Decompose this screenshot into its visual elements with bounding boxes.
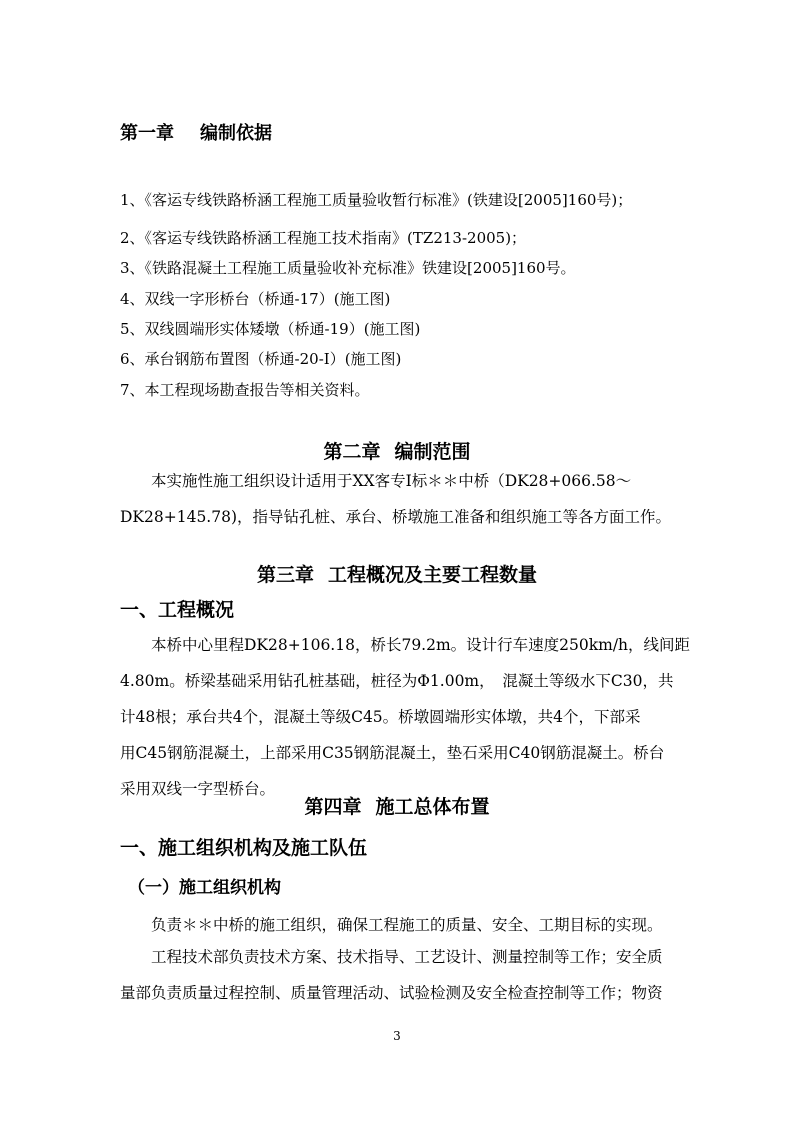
- reference-item: 4、双线一字形桥台（桥通-17）(施工图): [120, 290, 391, 308]
- chapter3-section1-paragraph: [120, 627, 691, 807]
- chapter4-subsection1-title: （一）施工组织机构: [128, 878, 281, 898]
- paragraph-line: 用C45钢筋混凝土，上部采用C35钢筋混凝土，垫石采用C40钢筋混凝土。桥台: [120, 744, 665, 762]
- chapter1-heading: [120, 122, 272, 146]
- paragraph-line: 量部负责质量过程控制、质量管理活动、试验检测及安全检查控制等工作；物资: [120, 984, 663, 1002]
- chapter3-title: 工程概况及主要工程数量: [328, 564, 538, 586]
- reference-item: 3、《铁路混凝土工程施工质量验收补充标准》铁建设[2005]160号。: [120, 259, 576, 277]
- reference-item: 7、本工程现场勘查报告等相关资料。: [120, 381, 370, 399]
- chapter3-section1-title: 一、工程概况: [120, 599, 235, 621]
- paragraph-line: 负责＊＊中桥的施工组织，确保工程施工的质量、安全、工期目标的实现。: [120, 916, 663, 934]
- chapter4-label: 第四章: [304, 796, 362, 818]
- paragraph-line: 计48根；承台共4个，混凝土等级C45。桥墩圆端形实体墩，共4个，下部采: [120, 708, 641, 726]
- chapter4-subsection1-paragraph1: [120, 907, 680, 943]
- chapter4-title: 施工总体布置: [375, 796, 490, 818]
- paragraph-line: 本实施性施工组织设计适用于XX客专I标＊＊中桥（DK28+066.58～: [120, 472, 632, 490]
- paragraph-line: DK28+145.78)，指导钻孔桩、承台、桥墩施工准备和组织施工等各方面工作。: [120, 508, 672, 526]
- chapter1-label: 第一章: [120, 123, 174, 144]
- chapter2-label: 第二章: [323, 441, 381, 463]
- chapter3-heading: [0, 562, 794, 588]
- chapter1-title: 编制依据: [200, 123, 272, 144]
- page-number: 3: [393, 1029, 401, 1043]
- chapter4-section1-title: 一、施工组织机构及施工队伍: [120, 837, 368, 859]
- chapter4-heading: [0, 794, 794, 820]
- reference-item: 6、承台钢筋布置图（桥通-20-I）(施工图): [120, 350, 402, 368]
- paragraph-line: 4.80m。桥梁基础采用钻孔桩基础，桩径为Φ1.00m， 混凝土等级水下C30，共: [120, 672, 674, 690]
- reference-item: 2、《客运专线铁路桥涵工程施工技术指南》(TZ213-2005)；: [120, 229, 527, 247]
- paragraph-line: 本桥中心里程DK28+106.18，桥长79.2m。设计行车速度250km/h，线间距: [120, 636, 691, 654]
- chapter2-heading: [0, 439, 794, 465]
- chapter2-paragraph: [120, 463, 680, 535]
- paragraph-line: 采用双线一字型桥台。: [120, 780, 276, 798]
- chapter4-subsection1-paragraph2: [120, 939, 680, 1011]
- chapter2-title: 编制范围: [394, 441, 471, 463]
- reference-item: 5、双线圆端形实体矮墩（桥通-19）(施工图): [120, 320, 421, 338]
- chapter3-label: 第三章: [256, 564, 314, 586]
- reference-item: 1、《客运专线铁路桥涵工程施工质量验收暂行标准》(铁建设[2005]160号)；: [120, 191, 633, 209]
- paragraph-line: 工程技术部负责技术方案、技术指导、工艺设计、测量控制等工作；安全质: [120, 948, 663, 966]
